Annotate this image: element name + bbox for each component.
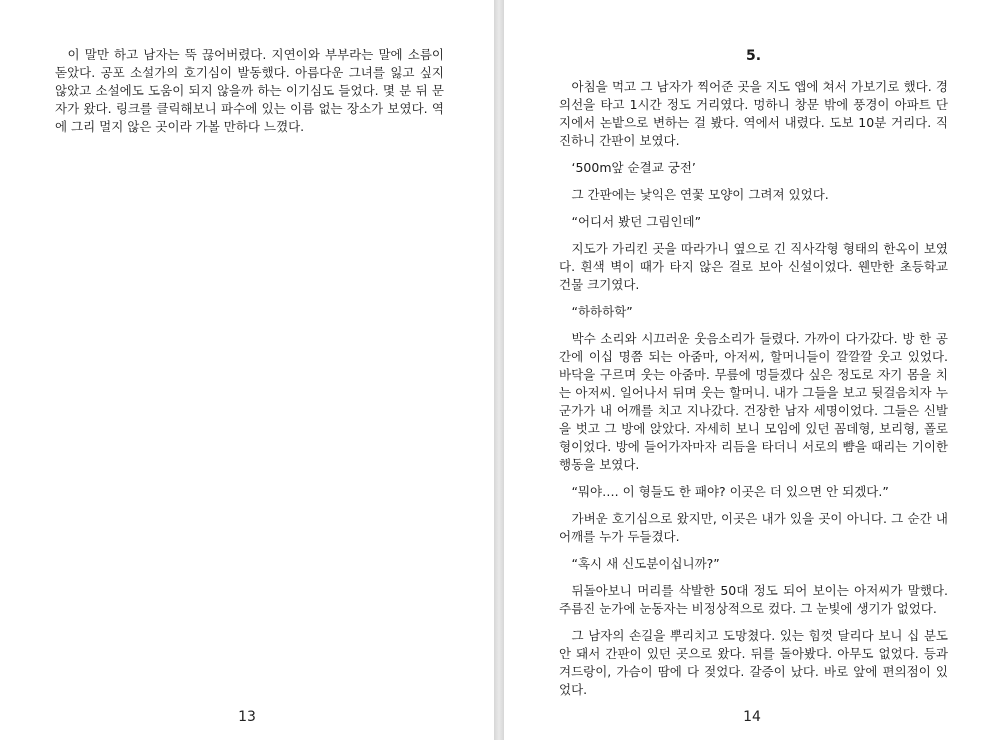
right-paragraph: 박수 소리와 시끄러운 웃음소리가 들렸다. 가까이 다가갔다. 방 한 공간에 이십 명쯤 되는 아줌마, 아저씨, 할머니들이 깔깔깔 웃고 있었다. 바닥을 구르며 웃는 아줌마. 무릎에 멍들겠다 싶은 정도로 자기 몸을 치는 아저씨. 일어나서 뒤며 웃는 할머니. 내가 그들을 보고 뒷걸음치자 누군가가 내 어깨를 치고 지나갔다. 건장한 남자 세명이었다. 그들은 신발을 벗고 그 방에 앉았다. 자세히 보니 모임에 있던 꼼데형, 보리형, 폴로형이었다. 방에 들어가자마자 리듬을 타더니 서로의 뺨을 때리는 기이한 행동을 보였다. xyxy=(559,331,948,472)
right-paragraph: 가벼운 호기심으로 왔지만, 이곳은 내가 있을 곳이 아니다. 그 순간 내 어깨를 누가 두들겼다. xyxy=(559,511,948,544)
right-paragraph: 그 간판에는 낯익은 연꽃 모양이 그려져 있었다. xyxy=(571,187,829,202)
left-paragraph: 이 말만 하고 남자는 뚝 끊어버렸다. 지연이와 부부라는 말에 소름이 돋았다. 공포 소설가의 호기심이 발동했다. 아름다운 그녀를 잃고 싶지 않았고 소설에도 도움이 되지 않을까 하는 이기심도 들었다. 몇 분 뒤 문자가 왔다. 링크를 클릭해보니 파수에 있는 이름 없는 장소가 보였다. 역에 그리 멀지 않은 곳이라 가볼 만하다 느꼈다. xyxy=(55,47,444,134)
right-paragraph: “어디서 봤던 그림인데” xyxy=(571,214,702,229)
page-number-right: 14 xyxy=(743,709,761,725)
right-paragraph: “뭐야…. 이 형들도 한 패야? 이곳은 더 있으면 안 되겠다.” xyxy=(571,484,889,499)
chapter-title: 5. xyxy=(745,48,762,64)
right-paragraph: 아침을 먹고 그 남자가 찍어준 곳을 지도 앱에 쳐서 가보기로 했다. 경의선을 타고 1시간 정도 거리였다. 멍하니 창문 밖에 풍경이 아파트 단지에서 논밭으로 변하는 걸 봤다. 역에서 내렸다. 도보 10분 거리다. 직진하니 간판이 보였다. xyxy=(559,79,948,148)
page-number-left: 13 xyxy=(238,709,256,725)
right-paragraph: “하하하학” xyxy=(571,304,633,319)
right-paragraph: 지도가 가리킨 곳을 따라가니 옆으로 긴 직사각형 형태의 한옥이 보였다. 흰색 벽이 때가 타지 않은 걸로 보아 신설이었다. 웬만한 초등학교 건물 크기였다. xyxy=(559,241,948,292)
right-paragraph: 그 남자의 손길을 뿌리치고 도망쳤다. 있는 힘껏 달리다 보니 십 분도 안 돼서 간판이 있던 곳으로 왔다. 뒤를 돌아봤다. 아무도 없었다. 등과 겨드랑이, 가슴이 땀에 다 젖었다. 갈증이 났다. 바로 앞에 편의점이 있었다. xyxy=(559,628,948,697)
right-paragraph: “혹시 새 신도분이십니까?” xyxy=(571,556,720,571)
left-page xyxy=(0,0,494,740)
left-page-body xyxy=(55,46,444,145)
right-paragraph: 뒤돌아보니 머리를 삭발한 50대 정도 되어 보이는 아저씨가 말했다. 주름진 눈가에 눈동자는 비정상적으로 컸다. 그 눈빛에 생기가 없었다. xyxy=(559,583,948,616)
right-page-body xyxy=(559,46,948,708)
right-paragraph: ‘500m앞 순결교 궁전’ xyxy=(571,160,696,175)
book-gutter xyxy=(494,0,504,740)
right-page xyxy=(504,0,1000,740)
